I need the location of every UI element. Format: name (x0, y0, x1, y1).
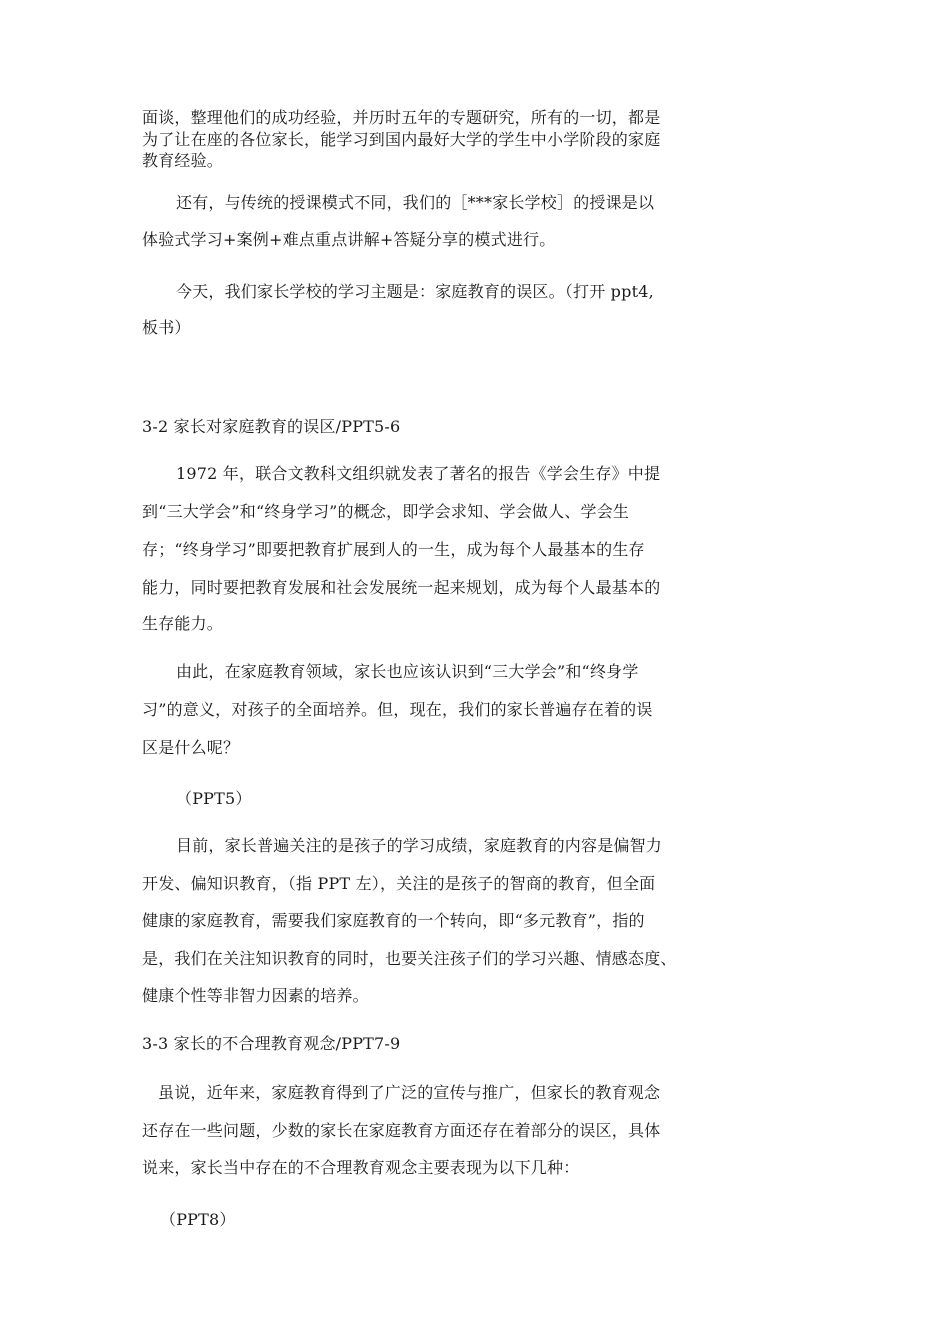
ppt-reference-8: （PPT8） (160, 1210, 236, 1229)
section-heading-3-2: 3-2 家长对家庭教育的误区/PPT5-6 (142, 417, 401, 436)
text-line: 是，我们在关注知识教育的同时，也要关注孩子们的学习兴趣、情感态度、 (142, 949, 677, 968)
text-line: 说来，家长当中存在的不合理教育观念主要表现为以下几种： (142, 1158, 580, 1177)
text-line: 生存能力。 (142, 614, 224, 633)
text-line: 虽说，近年来，家庭教育得到了广泛的宣传与推广，但家长的教育观念 (158, 1083, 661, 1102)
text-line: 区是什么呢？ (142, 738, 240, 757)
text-line: 还有，与传统的授课模式不同，我们的［***家长学校］的授课是以 (176, 193, 655, 212)
text-line: 面谈，整理他们的成功经验，并历时五年的专题研究，所有的一切，都是 (142, 108, 661, 127)
text-line: 健康的家庭教育，需要我们家庭教育的一个转向，即“多元教育”，指的 (142, 911, 645, 930)
section-heading-3-3: 3-3 家长的不合理教育观念/PPT7-9 (142, 1034, 401, 1053)
text-line: 为了让在座的各位家长，能学习到国内最好大学的学生中小学阶段的家庭 (142, 130, 661, 149)
text-line: 体验式学习+案例+难点重点讲解+答疑分享的模式进行。 (142, 230, 556, 249)
text-line: 目前，家长普遍关注的是孩子的学习成绩，家庭教育的内容是偏智力 (176, 836, 663, 855)
text-line: 教育经验。 (142, 151, 224, 170)
text-line: 由此，在家庭教育领域，家长也应该认识到“三大学会”和“终身学 (176, 662, 639, 681)
text-line: 开发、偏知识教育，（指 PPT 左），关注的是孩子的智商的教育，但全面 (142, 874, 656, 893)
ppt-reference-5: （PPT5） (176, 789, 252, 808)
text-line: 1972 年，联合文教科文组织就发表了著名的报告《学会生存》中提 (176, 464, 661, 483)
text-line: 健康个性等非智力因素的培养。 (142, 986, 369, 1005)
text-line: 今天，我们家长学校的学习主题是：家庭教育的误区。（打开 ppt4, (176, 282, 654, 301)
text-line: 存；“终身学习”即要把教育扩展到人的一生，成为每个人最基本的生存 (142, 540, 645, 559)
text-line: 到“三大学会”和“终身学习”的概念，即学会求知、学会做人、学会生 (142, 502, 630, 521)
text-line: 习”的意义，对孩子的全面培养。但，现在，我们的家长普遍存在着的误 (142, 700, 653, 719)
text-line: 还存在一些问题，少数的家长在家庭教育方面还存在着部分的误区，具体 (142, 1121, 661, 1140)
text-line: 能力，同时要把教育发展和社会发展统一起来规划，成为每个人最基本的 (142, 578, 661, 597)
text-line: 板书） (142, 318, 191, 337)
